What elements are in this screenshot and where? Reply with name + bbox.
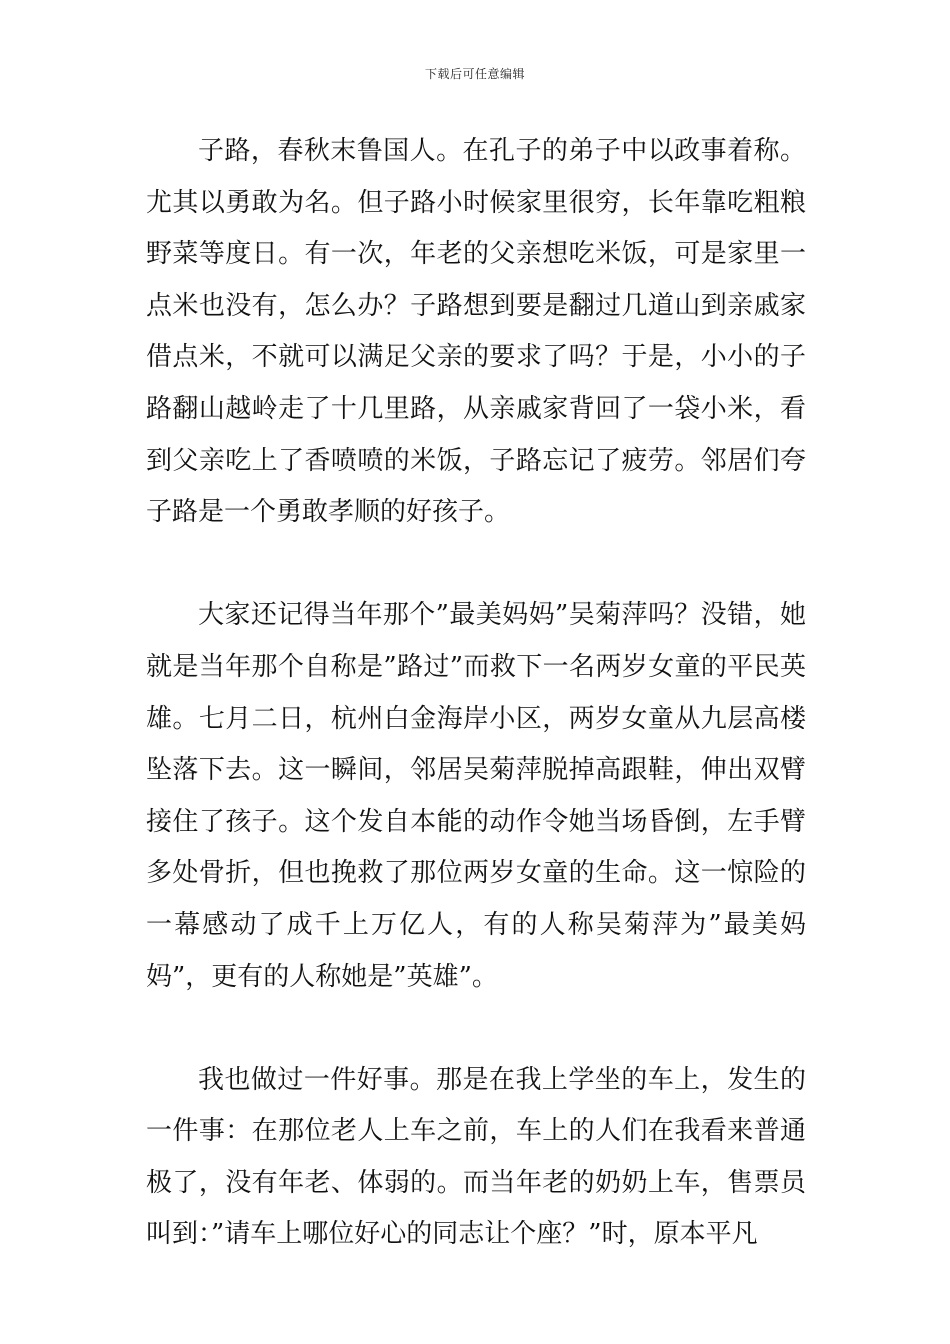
paragraph-personal-good-deed: 我也做过一件好事。那是在我上学坐的车上，发生的一件事：在那位老人上车之前，车上的人们在我看来普通极了，没有年老、体弱的。而当年老的奶奶上车，售票员叫到：”请车上哪位好心的同志让个座？”时，原本平凡 (146, 1064, 806, 1250)
paragraph-wu-juping-story: 大家还记得当年那个”最美妈妈”吴菊萍吗？没错，她就是当年那个自称是”路过”而救下一名两岁女童的平民英雄。七月二日，杭州白金海岸小区，两岁女童从九层高楼坠落下去。这一瞬间，邻居吴菊萍脱掉高跟鞋，伸出双臂接住了孩子。这个发自本能的动作令她当场昏倒，左手臂多处骨折，但也挽救了那位两岁女童的生命。这一惊险的一幕感动了成千上万亿人，有的人称吴菊萍为”最美妈妈”，更有的人称她是”英雄”。 (146, 600, 806, 992)
document-body (146, 126, 806, 1261)
page-header: 下载后可任意编辑 (424, 67, 525, 81)
paragraph-zilu-story: 子路，春秋末鲁国人。在孔子的弟子中以政事着称。尤其以勇敢为名。但子路小时候家里很穷，长年靠吃粗粮野菜等度日。有一次，年老的父亲想吃米饭，可是家里一点米也没有，怎么办？子路想到要是翻过几道山到亲戚家借点米，不就可以满足父亲的要求了吗？于是，小小的子路翻山越岭走了十几里路，从亲戚家背回了一袋小米，看到父亲吃上了香喷喷的米饭，子路忘记了疲劳。邻居们夸子路是一个勇敢孝顺的好孩子。 (146, 136, 806, 528)
